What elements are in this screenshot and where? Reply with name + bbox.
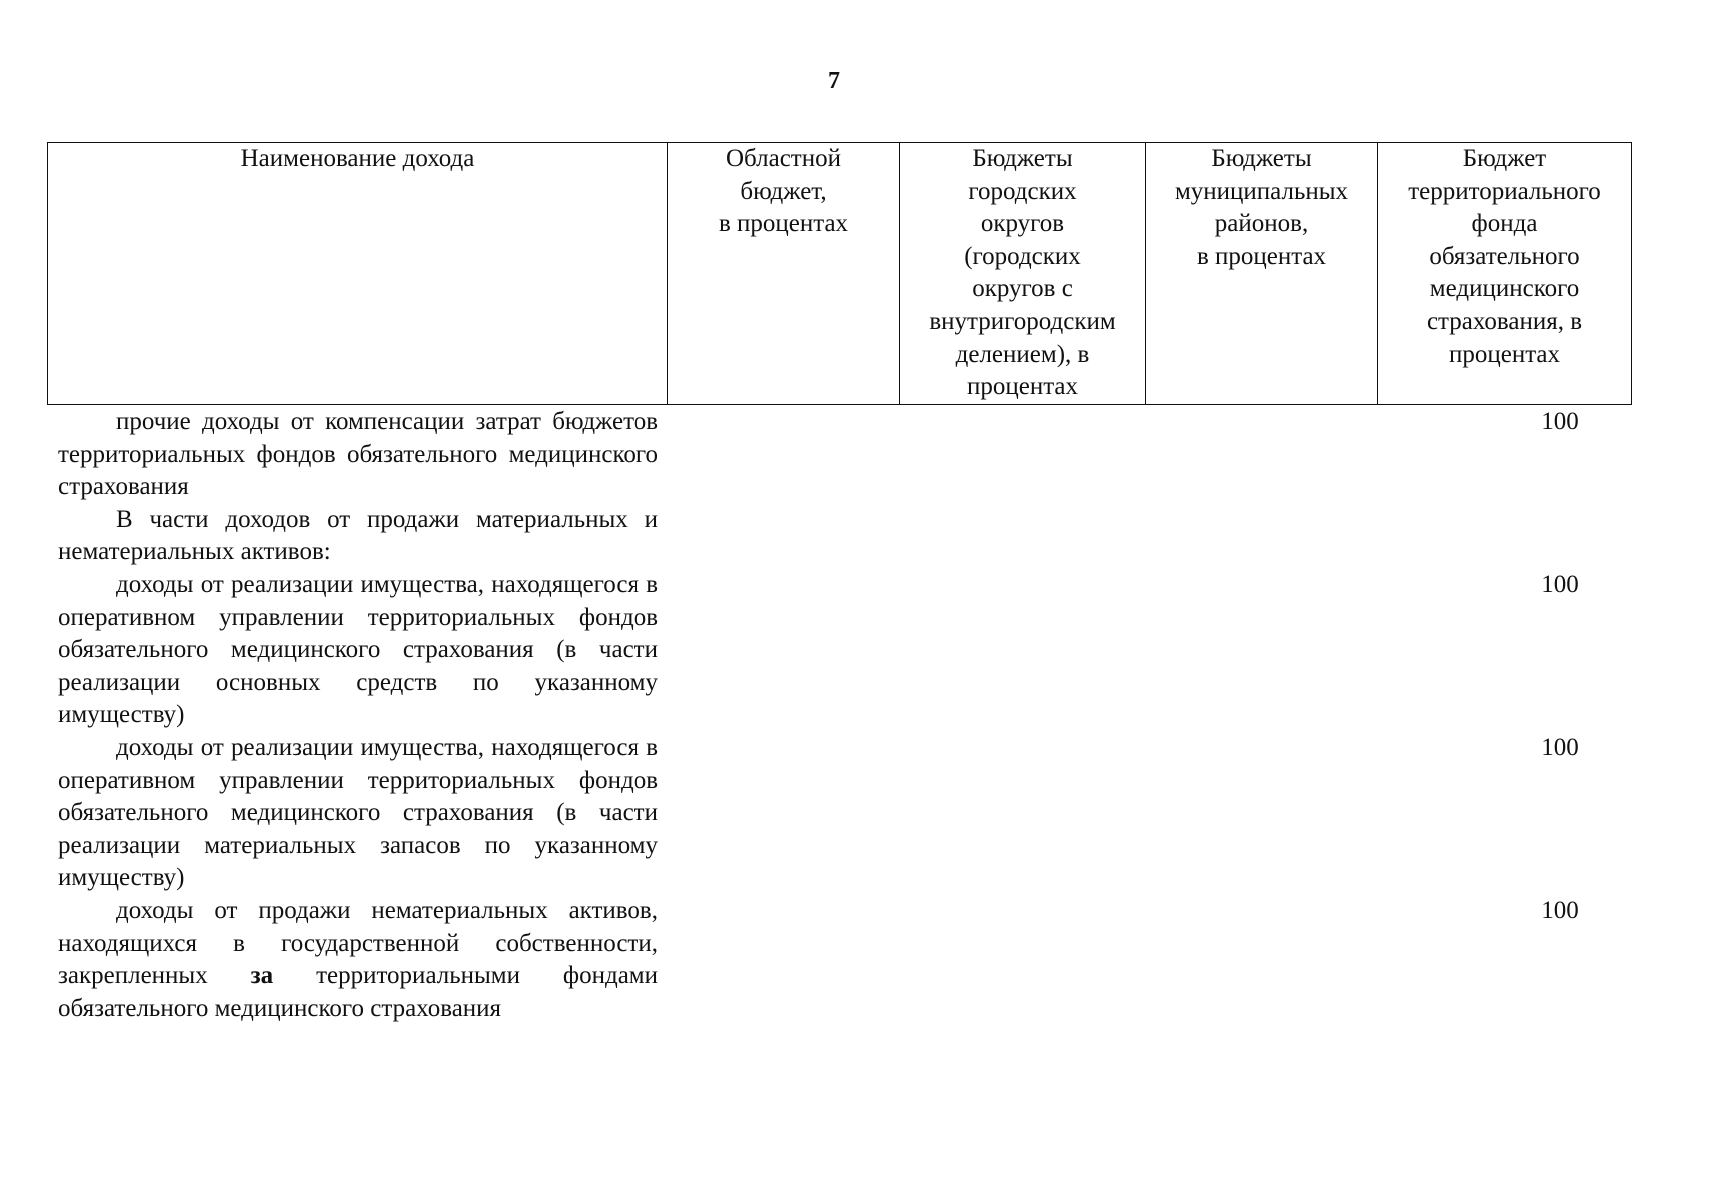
income-name: доходы от реализации имущества, находящегося в оперативном управлении территориальных фондов обязательного медицинского страхования (в части реализации основных средств по указанному имуществу) <box>58 570 658 729</box>
header-city-district-budgets: Бюджеты городских округов (городских округов с внутригородским делением), в процентах <box>900 143 1146 405</box>
income-table-body <box>58 406 1642 1025</box>
income-name-part: доходы от продажи нематериальных активов, находящихся в государственной собственности, закрепленных <box>58 896 658 990</box>
table-header-row <box>48 143 1632 405</box>
income-name: прочие доходы от компенсации затрат бюджетов территориальных фондов обязательного медицинского страхования <box>58 408 658 501</box>
income-name-part: территориальными фондами обязательного медицинского страхования <box>58 962 658 1022</box>
income-name <box>58 895 658 1025</box>
income-name-bold-word: за <box>250 962 274 990</box>
fund-percent-value: 100 <box>1541 733 1579 761</box>
table-row <box>58 732 1642 895</box>
income-table-header <box>47 142 1632 405</box>
fund-percent-value: 100 <box>1541 570 1579 598</box>
income-name: доходы от реализации имущества, находящегося в оперативном управлении территориальных фондов обязательного медицинского страхования (в части реализации материальных запасов по указанному имуществу) <box>58 733 658 892</box>
table-row <box>58 895 1642 1025</box>
table-row <box>58 406 1642 504</box>
section-heading: В части доходов от продажи материальных и нематериальных активов: <box>58 505 658 566</box>
header-municipal-district-budgets: Бюджеты муниципальных районов, в процентах <box>1146 143 1378 405</box>
page-number: 7 <box>828 68 840 94</box>
table-row <box>58 504 1642 569</box>
table-row <box>58 569 1642 732</box>
header-regional-budget: Областной бюджет, в процентах <box>668 143 900 405</box>
header-medical-insurance-fund-budget: Бюджет территориального фонда обязательного медицинского страхования, в процентах <box>1378 143 1632 405</box>
header-income-name: Наименование дохода <box>48 143 668 405</box>
fund-percent-value: 100 <box>1541 408 1579 435</box>
fund-percent-value: 100 <box>1541 896 1579 924</box>
